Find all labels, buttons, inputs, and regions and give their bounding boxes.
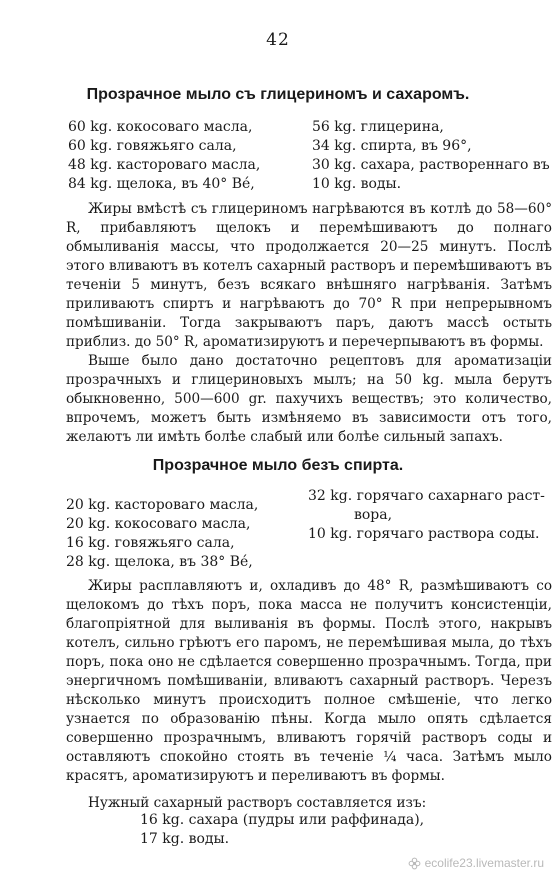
ingredients-right-column [308,487,545,544]
ingredient-line: 10 kg. горячаго раствора соды. [308,526,540,542]
paragraph: Жиры вмѣстѣ съ глицериномъ нагрѣваются въ котлѣ до 58—60° R, прибавляютъ щелокъ и перемѣшиваютъ до полнаго обмыливанія массы, что продолжается 20—25 минутъ. Послѣ этого вливаютъ въ котелъ сахарный растворъ и перемѣшиваютъ въ теченіи 5 минутъ, безъ всякаго внѣшняго нагрѣванія. Затѣмъ приливаютъ спиртъ и нагрѣваютъ до 70° R при непрерывномъ помѣшиваніи. Тогда закрываютъ паръ, даютъ массѣ остыть приблиз. до 50° R, ароматизируютъ и перечерпываютъ въ формы. [66,201,552,350]
ingredient-line: 10 kg. воды. [312,176,402,192]
ingredient-line: 16 kg. говяжьяго сала, [66,535,235,551]
ingredient-line: 20 kg. кокосоваго масла, [66,516,251,532]
ingredient-line: 20 kg. кастороваго масла, [66,497,259,513]
flower-icon [408,857,421,870]
watermark-text: ecolife23.livemaster.ru [424,856,544,870]
ingredients-left-column [68,118,260,194]
section-1-body [66,200,552,447]
ingredient-line: 32 kg. горячаго сахарнаго раст- [308,488,545,504]
paragraph: Выше было дано достаточно рецептовъ для ароматизаціи прозрачныхъ и глицериновыхъ мылъ; на 50 kg. мыла берутъ обыкновенно, 500—600 gr. пахучихъ веществъ; это количество, впрочемъ, можетъ быть измѣняемо въ зависимости отъ того, желаютъ ли имѣть болѣе слабый или болѣе сильный запахъ. [66,353,552,445]
paragraph: Жиры расплавляютъ и, охладивъ до 48° R, размѣшиваютъ со щелокомъ до тѣхъ поръ, пока масса не получитъ консистенціи, благопріятной для выливанія въ формы. Послѣ этого, накрывъ котелъ, сильно грѣютъ его паромъ, не перемѣшивая мыла, до тѣхъ поръ, пока оно не сдѣлается совершенно прозрачнымъ. Тогда, при энергичномъ помѣшиваніи, вливаютъ сахарный растворъ. Черезъ нѣсколько минутъ происходитъ полное смѣшеніе, что легко узнается по образованію пѣны. Когда мыло опять сдѣлается совершенно прозрачнымъ, вливаютъ горячій растворъ соды и оставляютъ спокойно стоять въ теченіе ¼ часа. Затѣмъ мыло красятъ, ароматизируютъ и переливаютъ въ формы. [66,578,552,784]
ingredient-line: 60 kg. говяжьяго сала, [68,138,237,154]
page-number: 42 [266,30,290,50]
paragraph: Нужный сахарный растворъ составляется изъ: [88,795,427,811]
list-item: 17 kg. воды. [140,831,230,847]
syrup-ingredients-list [140,811,424,849]
ingredient-line: 56 kg. глицерина, [312,119,444,135]
ingredients-left-column [66,496,258,572]
ingredient-line: 48 kg. кастороваго масла, [68,157,261,173]
ingredient-line: 84 kg. щелока, въ 40° Bé, [68,176,255,192]
ingredient-line: 28 kg. щелока, въ 38° Bé, [66,554,253,570]
section-2-body [66,577,552,813]
section-1-heading: Прозрачное мыло съ глицериномъ и сахаромъ. [86,86,470,103]
ingredient-line: 60 kg. кокосоваго масла, [68,119,253,135]
ingredient-line-continuation: вора, [354,507,393,523]
list-item: 16 kg. сахара (пудры или раффинада), [140,812,425,828]
section-2-heading: Прозрачное мыло безъ спирта. [152,457,404,474]
watermark [408,856,544,870]
ingredients-right-column [312,118,550,194]
ingredient-line: 34 kg. спирта, въ 96°, [312,138,472,154]
ingredient-line: 30 kg. сахара, раствореннаго въ [312,157,550,173]
